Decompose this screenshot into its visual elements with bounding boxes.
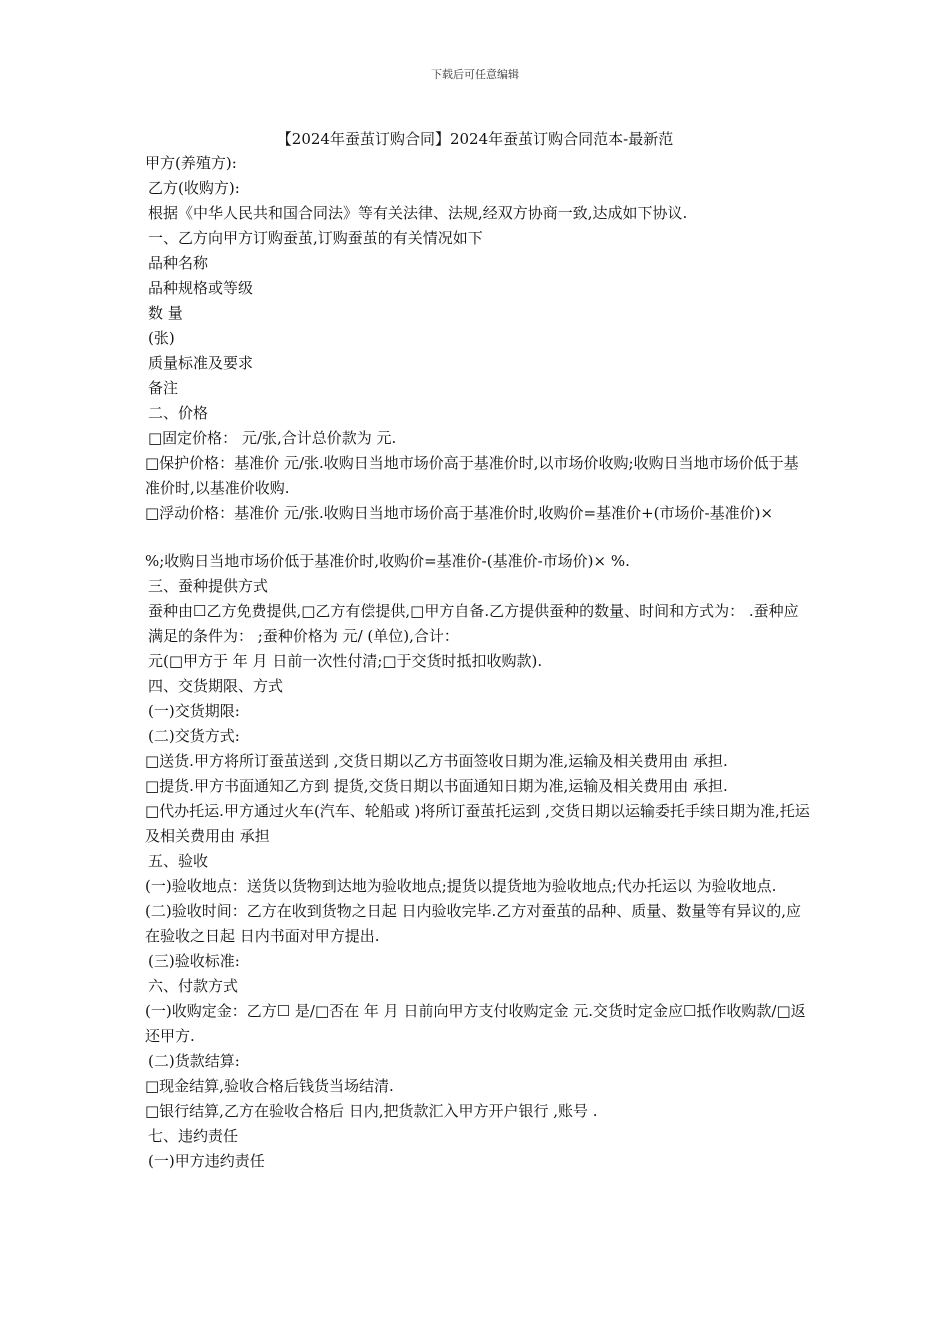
clause-paragraph: 元(□甲方于 年 月 日前一次性付清;□于交货时抵扣收购款). <box>148 652 543 670</box>
subsection-heading: (一)交货期限: <box>148 702 240 720</box>
section-heading: 五、验收 <box>148 852 209 870</box>
document-body <box>145 151 813 1174</box>
paragraph-gap <box>145 526 813 549</box>
section-heading: 二、价格 <box>148 404 209 422</box>
preamble-paragraph: 根据《中华人民共和国合同法》等有关法律、法规,经双方协商一致,达成如下协议. <box>148 204 688 222</box>
subsection-heading: (二)货款结算: <box>148 1052 240 1070</box>
section-heading: 三、蚕种提供方式 <box>148 577 269 595</box>
document-title: 【2024年蚕茧订购合同】2024年蚕茧订购合同范本-最新范 <box>276 130 674 148</box>
clause-paragraph: %;收购日当地市场价低于基准价时,收购价=基准价-(基准价-市场价)× %. <box>145 552 630 570</box>
subsection-heading: (三)验收标准: <box>148 952 240 970</box>
subsection-heading: (二)交货方式: <box>148 727 240 745</box>
section-heading: 一、乙方向甲方订购蚕茧,订购蚕茧的有关情况如下 <box>148 229 483 247</box>
table-field-label: 质量标准及要求 <box>148 354 254 372</box>
clause-paragraph: □银行结算,乙方在验收合格后 日内,把货款汇入甲方开户银行 ,账号 . <box>145 1102 598 1120</box>
table-field-label: (张) <box>148 329 175 347</box>
table-field-label: 备注 <box>148 379 179 397</box>
party-b-line: 乙方(收购方): <box>148 179 240 197</box>
table-field-label: 数 量 <box>148 304 183 322</box>
clause-paragraph: □代办托运.甲方通过火车(汽车、轮船或 )将所订蚕茧托运到 ,交货日期以运输委托手续日期为准,托运及相关费用由 承担 <box>145 802 810 845</box>
clause-paragraph: □保护价格：基准价 元/张.收购日当地市场价高于基准价时,以市场价收购;收购日当地市场价低于基准价时,以基准价收购. <box>145 454 799 497</box>
clause-paragraph: □浮动价格：基准价 元/张.收购日当地市场价高于基准价时,收购价=基准价+(市场价-基准价)× <box>145 504 774 522</box>
clause-paragraph: □送货.甲方将所订蚕茧送到 ,交货日期以乙方书面签收日期为准,运输及相关费用由 承担. <box>145 752 728 770</box>
table-field-label: 品种规格或等级 <box>148 279 254 297</box>
section-heading: 四、交货期限、方式 <box>148 677 284 695</box>
section-heading: 七、违约责任 <box>148 1127 239 1145</box>
clause-paragraph: (二)验收时间：乙方在收到货物之日起 日内验收完毕.乙方对蚕茧的品种、质量、数量等有异议的,应在验收之日起 日内书面对甲方提出. <box>145 902 802 945</box>
clause-paragraph: (一)收购定金：乙方☐ 是/□否在 年 月 日前向甲方支付收购定金 元.交货时定金应☐抵作收购款/□返还甲方. <box>145 1002 806 1045</box>
clause-paragraph: □现金结算,验收合格后钱货当场结清. <box>145 1077 394 1095</box>
clause-paragraph: □固定价格： 元/张,合计总价款为 元. <box>148 429 397 447</box>
clause-paragraph: (一)验收地点：送货以货物到达地为验收地点;提货以提货地为验收地点;代办托运以 为验收地点. <box>145 877 777 895</box>
party-a-line: 甲方(养殖方): <box>145 154 237 172</box>
header-note: 下载后可任意编辑 <box>431 68 519 81</box>
clause-paragraph: □提货.甲方书面通知乙方到 提货,交货日期以书面通知日期为准,运输及相关费用由 承担. <box>145 777 728 795</box>
clause-paragraph: 蚕种由☐乙方免费提供,□乙方有偿提供,□甲方自备.乙方提供蚕种的数量、时间和方式为： .蚕种应满足的条件为： ;蚕种价格为 元/ (单位),合计： <box>148 602 799 645</box>
table-field-label: 品种名称 <box>148 254 209 272</box>
section-heading: 六、付款方式 <box>148 977 239 995</box>
subsection-heading: (一)甲方违约责任 <box>148 1152 265 1170</box>
